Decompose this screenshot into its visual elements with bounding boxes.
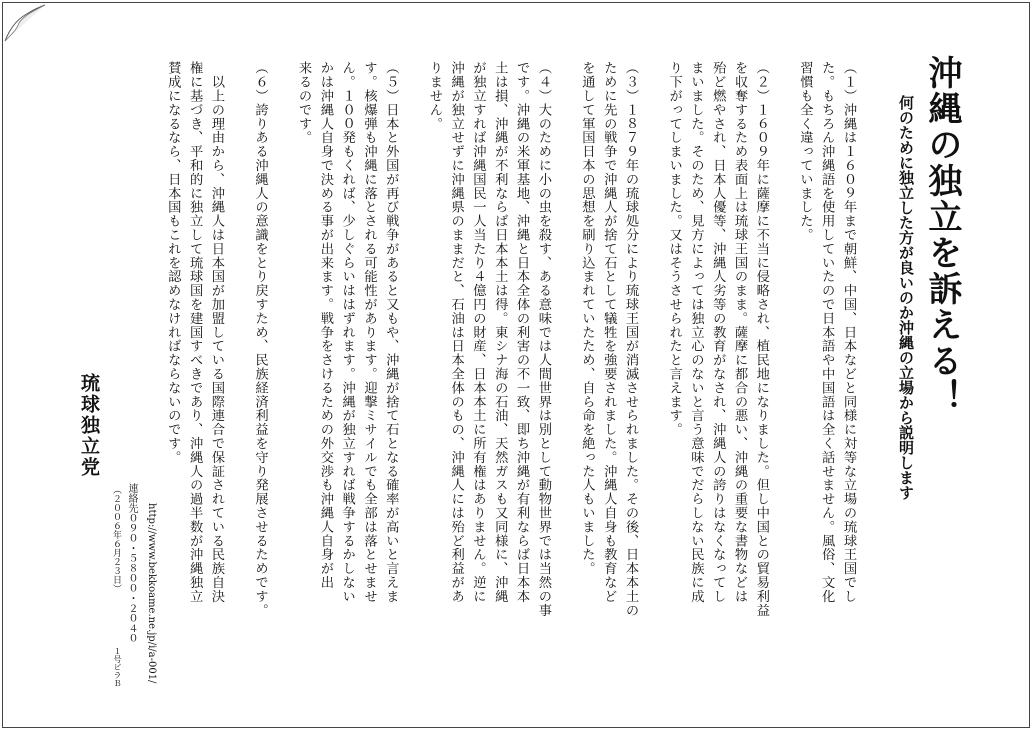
page-curl-icon — [3, 3, 47, 43]
paragraph-line: りません。 — [426, 61, 442, 131]
paragraph-line: （４）大のために小の虫を殺す、ある意味では人間世界は別として動物世界では当然の事 — [535, 61, 551, 617]
paragraph — [576, 61, 641, 669]
paragraph-line: ん。１００発もくれば、少しぐらいははずれます。沖縄が独立すれば戦争するかしない — [339, 61, 355, 604]
paragraph-line: り下がってしまいました。又はそうさせられたと言えます。 — [666, 61, 682, 437]
paragraph-line: まいました。そのため、見方によっては独立心のないと言う意味でだらしない民族に成 — [688, 61, 704, 604]
paragraph — [663, 61, 772, 669]
paragraph — [292, 61, 401, 669]
paragraph — [162, 61, 227, 669]
paragraph-line: が独立すれば沖縄国民一人当たり４億円の財産、日本本土に所有権はありません。逆に — [470, 61, 486, 604]
paragraph-line: 習慣も全く違っていました。 — [797, 61, 813, 242]
paragraph-line: 来るのです。 — [296, 61, 312, 145]
paragraph-line: です。沖縄の米軍基地、沖縄と日本全体の利害の不一致、即ち沖縄が有利ならば日本本 — [514, 61, 530, 604]
flyer-title: 沖縄の独立を訴える！ — [922, 55, 962, 415]
paragraph-line: 殆ど燃やされ、日本人優等、沖縄人劣等の教育がなされ、沖縄人の誇りはなくなってし — [710, 61, 726, 604]
paragraph-line: 土は損、沖縄が不利ならば日本本土は得。東シナ海の石油、天然ガスも又同様に、沖縄 — [492, 61, 508, 604]
paragraph — [423, 61, 554, 669]
issue-date: （２００６年６月２３日） — [111, 485, 121, 593]
paragraph-line: かは沖縄人自身で決める事が出来ます。戦争をさけるための外交渉も沖縄人自身が出 — [317, 61, 333, 590]
paragraph — [794, 61, 859, 669]
website-url[interactable]: http://www.bekkoame.ne.jp/i/a-001/ — [146, 503, 157, 684]
paragraph-line: （５）日本と外国が再び戦争があると又もや、沖縄が捨て石となる確率が高いと言えま — [383, 61, 399, 604]
paragraph — [249, 61, 271, 669]
body-text — [165, 61, 859, 669]
paragraph-line: （２）１６０９年に薩摩に不当に侵略され、植民地になりました。但し中国との貿易利益 — [753, 61, 769, 617]
paragraph-line: （１）沖縄は１６０９年まで朝鮮、中国、日本などと同様に対等な立場の琉球王国でし — [841, 61, 856, 604]
flyer-page — [2, 2, 1030, 728]
paragraph-line: す。核爆弾も沖縄に落とされる可能性があります。迎撃ミサイルでも全部は落とせませ — [361, 61, 377, 604]
paragraph-line: （３）１８７９年の琉球処分により琉球王国が消滅させられました。その後、日本本土の — [623, 61, 639, 617]
paragraph-line: 沖縄が独立せずに沖縄県のままだと、石油は日本全体のもの、沖縄人には殆ど利益があ — [448, 61, 464, 604]
paragraph-line: 以上の理由から、沖縄人は日本国が加盟している国際連合で保証されている民族自決 — [208, 61, 224, 604]
paragraph-line: 権に基づき、平和的に独立して琉球国を建国すべきであり、沖縄人の過半数が沖縄独立 — [187, 61, 203, 604]
paragraph-line: ために先の戦争で沖縄人が捨て石として犠牲を強要されました。沖縄人自身も教育など — [601, 61, 617, 604]
paragraph-line: た。もちろん沖縄語を使用していたので日本語や中国語は全く話せません。風俗、文化 — [819, 61, 835, 604]
flyer-subtitle: 何のために独立した方が良いのか沖縄の立場から説明します — [897, 95, 915, 500]
paragraph-line: （６）誇りある沖縄人の意識をとり戻すため、民族経済利益を守り発展させるためです。 — [252, 61, 268, 617]
party-name: 琉球独立党 — [78, 373, 100, 478]
paragraph-line: を通して軍国日本の思想を刷り込まれていたため、自ら命を絶った人もいました。 — [579, 61, 595, 576]
paragraph-line: 賛成になるなら、日本国もこれを認めなければならないのです。 — [165, 61, 181, 465]
contact-phone: 連絡先０９０・５８００・２０４０ — [126, 483, 137, 643]
paragraph-line: を収奪するため表面上は琉球王国のまま。薩摩に都合の悪い、沖縄の重要な書物などは — [732, 61, 748, 604]
flyer-code: １号ビラＢ — [113, 647, 122, 687]
